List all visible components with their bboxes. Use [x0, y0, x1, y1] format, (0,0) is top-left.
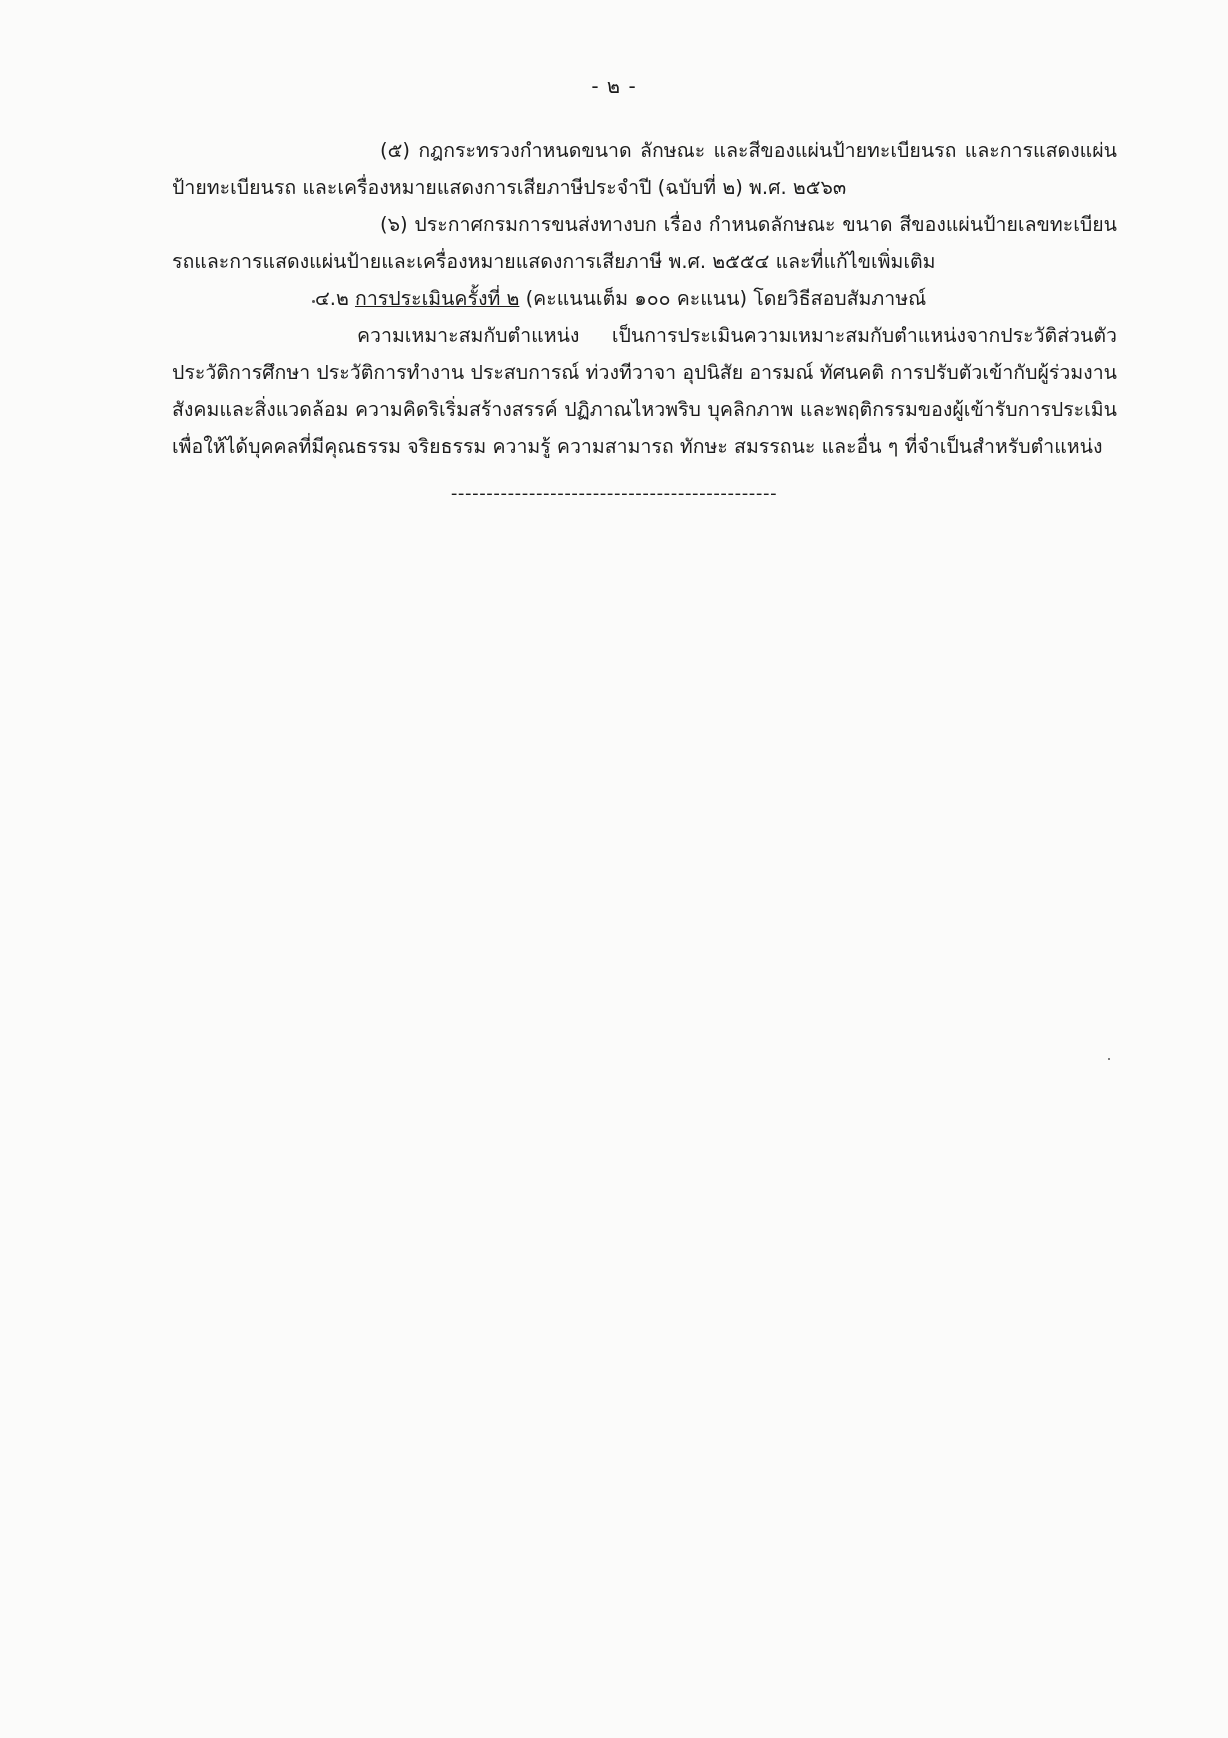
- scan-speck: [312, 300, 315, 303]
- section-number: ๔.๒: [315, 287, 349, 310]
- paragraph-item-6: (๖) ประกาศกรมการขนส่งทางบก เรื่อง กำหนดลักษณะ ขนาด สีของแผ่นป้ายเลขทะเบียนรถและการแสดงแผ่นป้ายและเครื่องหมายแสดงการเสียภาษี พ.ศ. ๒๕๕๔ และที่แก้ไขเพิ่มเติม: [172, 213, 1117, 273]
- document-body: [172, 132, 1117, 465]
- scan-speck: [1108, 1058, 1110, 1060]
- section-title: การประเมินครั้งที่ ๒: [355, 287, 520, 310]
- paragraph-suitability: ความเหมาะสมกับตำแหน่ง เป็นการประเมินความเหมาะสมกับตำแหน่งจากประวัติส่วนตัว ประวัติการศึกษา ประวัติการทำงาน ประสบการณ์ ท่วงทีวาจา อุปนิสัย อารมณ์ ทัศนคติ การปรับตัวเข้ากับผู้ร่วมงาน สังคมและสิ่งแวดล้อม ความคิดริเริ่มสร้างสรรค์ ปฏิภาณไหวพริบ บุคลิกภาพ และพฤติกรรมของผู้เข้ารับการประเมิน เพื่อให้ได้บุคคลที่มีคุณธรรม จริยธรรม ความรู้ ความสามารถ ทักษะ สมรรถนะ และอื่น ๆ ที่จำเป็นสำหรับตำแหน่ง: [172, 324, 1117, 458]
- end-divider: ----------------------------------------------: [450, 483, 778, 504]
- section-4-2-heading: [172, 280, 1117, 317]
- page-number: - ๒ -: [591, 74, 637, 98]
- paragraph-item-5: (๕) กฎกระทรวงกำหนดขนาด ลักษณะ และสีของแผ่นป้ายทะเบียนรถ และการแสดงแผ่นป้ายทะเบียนรถ และเครื่องหมายแสดงการเสียภาษีประจำปี (ฉบับที่ ๒) พ.ศ. ๒๕๖๓: [172, 139, 1117, 199]
- section-detail: (คะแนนเต็ม ๑๐๐ คะแนน) โดยวิธีสอบสัมภาษณ์: [525, 287, 927, 310]
